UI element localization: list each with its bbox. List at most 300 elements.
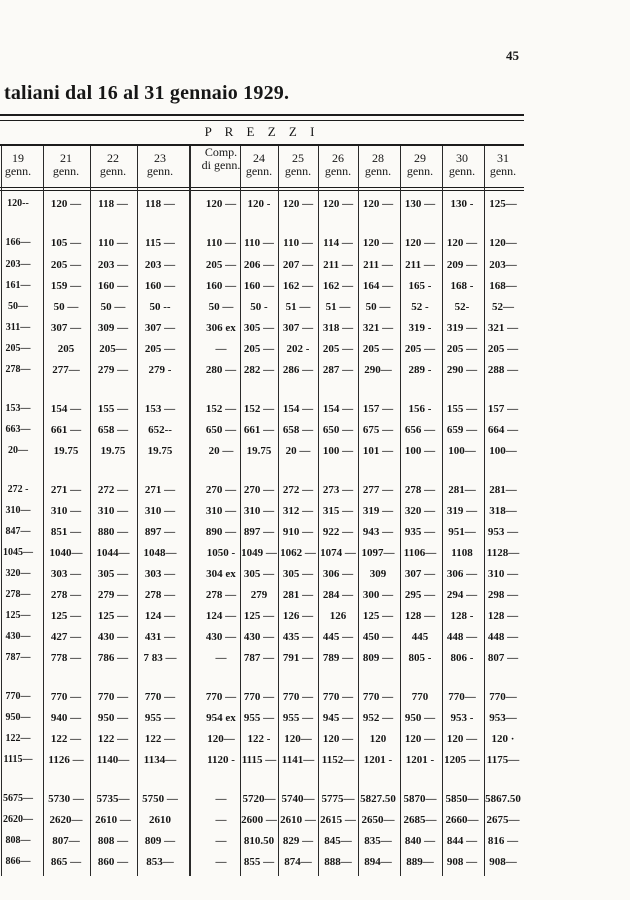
column-header bbox=[358, 152, 398, 178]
column-header-day: 19 bbox=[12, 151, 24, 165]
table-cell: 2615 — bbox=[320, 814, 356, 826]
table-cell: 305 — bbox=[97, 568, 129, 580]
table-cell: 166— bbox=[5, 237, 31, 248]
table-cell: 290 — bbox=[446, 364, 478, 376]
table-cell: 110 — bbox=[244, 237, 274, 249]
table-cell: 110 — bbox=[98, 237, 128, 249]
table-cell: 650 — bbox=[205, 424, 237, 436]
table-cell: 120 — bbox=[362, 237, 394, 249]
table-cell: 770 — bbox=[205, 691, 237, 703]
table-cell: 205 bbox=[57, 343, 75, 355]
table-cell: 5827.50 bbox=[360, 793, 396, 805]
table-cell: 431 — bbox=[144, 631, 176, 643]
table-cell: 321 — bbox=[362, 322, 394, 334]
table-cell: 770 — bbox=[243, 691, 275, 703]
table-cell: 278— bbox=[5, 589, 31, 600]
table-cell: 120 — bbox=[404, 733, 436, 745]
table-cell: 310 — bbox=[50, 505, 82, 517]
table-cell: 100— bbox=[448, 445, 476, 457]
table-cell: 787 — bbox=[243, 652, 275, 664]
table-cell: 786 — bbox=[97, 652, 129, 664]
table-cell: 955 — bbox=[243, 712, 275, 724]
table-cell: 950— bbox=[5, 712, 31, 723]
table-cell: 205 — bbox=[205, 259, 237, 271]
table-cell: 125 — bbox=[362, 610, 394, 622]
column-header-day: 23 bbox=[154, 151, 166, 165]
table-cell: 5675— bbox=[3, 793, 33, 804]
table-cell: 50 — bbox=[100, 301, 126, 313]
table-cell: 787— bbox=[5, 652, 31, 663]
table-cell: 851 — bbox=[50, 526, 82, 538]
table-cell: 294 — bbox=[446, 589, 478, 601]
table-cell: 809 — bbox=[144, 835, 176, 847]
table-cell: 19.75 bbox=[246, 445, 272, 457]
table-cell: 290— bbox=[364, 364, 392, 376]
table-cell: 128 - bbox=[450, 610, 474, 622]
column-header bbox=[42, 152, 90, 178]
table-cell: 955 — bbox=[144, 712, 176, 724]
table-cell: 844 — bbox=[446, 835, 478, 847]
table-cell: 51 — bbox=[285, 301, 311, 313]
table-cell: 663— bbox=[5, 424, 31, 435]
table-cell: 205— bbox=[5, 343, 31, 354]
table-cell: 894— bbox=[364, 856, 392, 868]
table-cell: 120 — bbox=[50, 198, 82, 210]
table-cell: 19.75 bbox=[53, 445, 79, 457]
table-cell: 2610 — bbox=[95, 814, 131, 826]
table-cell: 125 — bbox=[97, 610, 129, 622]
table-cell: 307 — bbox=[50, 322, 82, 334]
table-cell: 319 — bbox=[362, 505, 394, 517]
table-cell: 205— bbox=[99, 343, 127, 355]
table-cell: 1106— bbox=[403, 547, 437, 559]
table-cell: 945 — bbox=[322, 712, 354, 724]
table-cell: 1040— bbox=[49, 547, 83, 559]
table-cell: 289 - bbox=[408, 364, 432, 376]
table-cell: 865 — bbox=[50, 856, 82, 868]
table-cell: 880 — bbox=[97, 526, 129, 538]
table-cell: 853— bbox=[146, 856, 174, 868]
table-cell: 816 — bbox=[487, 835, 519, 847]
table-cell: 157 — bbox=[487, 403, 519, 415]
column-header-label: genn. bbox=[406, 164, 434, 178]
table-cell: 122 — bbox=[50, 733, 82, 745]
table-cell: 153— bbox=[5, 403, 31, 414]
table-cell: 664 — bbox=[487, 424, 519, 436]
table-cell: 124 — bbox=[205, 610, 237, 622]
rule-divider bbox=[0, 190, 524, 191]
table-cell: 306 — bbox=[322, 568, 354, 580]
table-cell: 282 — bbox=[243, 364, 275, 376]
table-cell: 100 — bbox=[322, 445, 354, 457]
column-header-label: genn. bbox=[364, 164, 392, 178]
table-cell: 162 — bbox=[322, 280, 354, 292]
table-cell: 120— bbox=[284, 733, 312, 745]
table-cell: 271 — bbox=[144, 484, 176, 496]
table-cell: 202 - bbox=[286, 343, 310, 355]
table-cell: 154 — bbox=[322, 403, 354, 415]
table-cell: 1140— bbox=[96, 754, 130, 766]
table-cell: 1126 — bbox=[48, 754, 84, 766]
table-cell: 890 — bbox=[205, 526, 237, 538]
table-cell: 430 — bbox=[243, 631, 275, 643]
table-cell: 2600 — bbox=[241, 814, 277, 826]
table-cell: 319 — bbox=[446, 505, 478, 517]
table-cell: 205 — bbox=[50, 259, 82, 271]
table-cell: 19.75 bbox=[147, 445, 173, 457]
table-cell: 100— bbox=[489, 445, 517, 457]
table-cell: 203— bbox=[489, 259, 517, 271]
table-cell: 5730 — bbox=[48, 793, 84, 805]
table-cell: 50 — bbox=[53, 301, 79, 313]
table-cell: 165 - bbox=[408, 280, 432, 292]
table-cell: 950 — bbox=[404, 712, 436, 724]
column-header-day: 28 bbox=[372, 151, 384, 165]
table-cell: 770— bbox=[448, 691, 476, 703]
column-header-label: genn. bbox=[146, 164, 174, 178]
table-cell: 52— bbox=[492, 301, 514, 313]
table-cell: 152 — bbox=[243, 403, 275, 415]
column-header bbox=[279, 152, 317, 178]
table-cell: 50 — bbox=[365, 301, 391, 313]
table-cell: 7 83 — bbox=[143, 652, 177, 664]
column-header-label: genn. bbox=[324, 164, 352, 178]
table-cell: 1050 - bbox=[206, 547, 236, 559]
table-cell: 2620— bbox=[3, 814, 33, 825]
table-cell: 122— bbox=[5, 733, 31, 744]
table-cell: 770 — bbox=[144, 691, 176, 703]
column-header-day: 31 bbox=[497, 151, 509, 165]
table-cell: 126 — bbox=[282, 610, 314, 622]
table-cell: 661 — bbox=[243, 424, 275, 436]
table-cell: 115 — bbox=[145, 237, 175, 249]
table-cell: 897 — bbox=[144, 526, 176, 538]
table-cell: 277 — bbox=[362, 484, 394, 496]
table-cell: 940 — bbox=[50, 712, 82, 724]
table-cell: 1115— bbox=[3, 754, 33, 765]
table-cell: 306 ex bbox=[206, 322, 236, 334]
table-cell: 1201 - bbox=[405, 754, 435, 766]
table-cell: — bbox=[215, 856, 227, 868]
table-cell: 52 - bbox=[411, 301, 429, 313]
table-cell: 118 — bbox=[145, 198, 175, 210]
table-cell: 211 — bbox=[405, 259, 435, 271]
table-cell: 154 — bbox=[282, 403, 314, 415]
table-cell: 155 — bbox=[97, 403, 129, 415]
table-cell: 124 — bbox=[144, 610, 176, 622]
table-cell: 307 — bbox=[404, 568, 436, 580]
table-cell: 125— bbox=[5, 610, 31, 621]
table-cell: 278 — bbox=[144, 589, 176, 601]
table-cell: 157 — bbox=[362, 403, 394, 415]
table-cell: 270 — bbox=[243, 484, 275, 496]
table-cell: 806 - bbox=[450, 652, 474, 664]
table-cell: 770 bbox=[411, 691, 429, 703]
table-cell: 300 — bbox=[362, 589, 394, 601]
table-cell: 120 - bbox=[247, 198, 271, 210]
table-cell: 305 — bbox=[282, 568, 314, 580]
table-cell: 161— bbox=[5, 280, 31, 291]
table-cell: 271 — bbox=[50, 484, 82, 496]
table-cell: 287 — bbox=[322, 364, 354, 376]
column-header bbox=[318, 152, 358, 178]
table-cell: 770 — bbox=[362, 691, 394, 703]
column-header-day: 29 bbox=[414, 151, 426, 165]
table-cell: 5867.50 bbox=[485, 793, 521, 805]
table-cell: 847— bbox=[5, 526, 31, 537]
table-cell: 307 — bbox=[144, 322, 176, 334]
table-cell: 272 — bbox=[282, 484, 314, 496]
table-cell: 5850— bbox=[445, 793, 479, 805]
table-cell: 845— bbox=[324, 835, 352, 847]
table-cell: — bbox=[215, 652, 227, 664]
table-cell: 309 — bbox=[97, 322, 129, 334]
table-cell: 120 — bbox=[282, 198, 314, 210]
rule-divider bbox=[0, 120, 524, 121]
table-cell: 430 — bbox=[205, 631, 237, 643]
table-cell: 305 — bbox=[243, 322, 275, 334]
column-header bbox=[483, 152, 523, 178]
table-cell: 120 — bbox=[446, 733, 478, 745]
table-cell: 154 — bbox=[50, 403, 82, 415]
table-cell: 205 — bbox=[362, 343, 394, 355]
table-cell: 159 — bbox=[50, 280, 82, 292]
table-cell: 205 — bbox=[404, 343, 436, 355]
table-cell: 650 — bbox=[322, 424, 354, 436]
column-header-label: genn. bbox=[489, 164, 517, 178]
table-cell: 105 — bbox=[50, 237, 82, 249]
table-cell: 770— bbox=[5, 691, 31, 702]
table-cell: 120 bbox=[369, 733, 387, 745]
table-cell: 203 — bbox=[144, 259, 176, 271]
table-cell: 279 - bbox=[148, 364, 172, 376]
table-cell: 770 — bbox=[50, 691, 82, 703]
table-cell: 19.75 bbox=[100, 445, 126, 457]
table-cell: 808— bbox=[5, 835, 31, 846]
page-title: taliani dal 16 al 31 gennaio 1929. bbox=[4, 82, 290, 104]
table-cell: 168 - bbox=[450, 280, 474, 292]
table-cell: 310 — bbox=[97, 505, 129, 517]
table-cell: 1062 — bbox=[280, 547, 316, 559]
table-cell: 778 — bbox=[50, 652, 82, 664]
table-cell: 910 — bbox=[282, 526, 314, 538]
column-header-day: 24 bbox=[253, 151, 265, 165]
table-cell: 1205 — bbox=[444, 754, 480, 766]
table-cell: 152 — bbox=[205, 403, 237, 415]
table-cell: 810.50 bbox=[243, 835, 275, 847]
table-cell: 120— bbox=[207, 733, 235, 745]
table-cell: 5735— bbox=[96, 793, 130, 805]
table-cell: 829 — bbox=[282, 835, 314, 847]
table-cell: 770 — bbox=[282, 691, 314, 703]
table-cell: 310 — bbox=[205, 505, 237, 517]
table-cell: 2610 bbox=[149, 814, 171, 826]
table-cell: 1048— bbox=[143, 547, 177, 559]
table-cell: 908— bbox=[489, 856, 517, 868]
table-cell: 1152— bbox=[321, 754, 355, 766]
table-cell: 427 — bbox=[50, 631, 82, 643]
table-cell: — bbox=[215, 835, 227, 847]
table-cell: 303 — bbox=[50, 568, 82, 580]
table-cell: 1045— bbox=[3, 547, 33, 558]
table-cell: 125— bbox=[489, 198, 517, 210]
table-cell: 101 — bbox=[362, 445, 394, 457]
table-cell: 935 — bbox=[404, 526, 436, 538]
table-cell: 272 - bbox=[7, 484, 29, 495]
table-cell: 319 — bbox=[446, 322, 478, 334]
table-cell: 160 — bbox=[97, 280, 129, 292]
table-cell: 675 — bbox=[362, 424, 394, 436]
table-cell: 658 — bbox=[97, 424, 129, 436]
table-cell: 153 — bbox=[144, 403, 176, 415]
column-header-day: 21 bbox=[60, 151, 72, 165]
table-cell: 279 — bbox=[97, 589, 129, 601]
table-cell: 162 — bbox=[282, 280, 314, 292]
table-cell: 1115 — bbox=[241, 754, 277, 766]
table-cell: 1175— bbox=[486, 754, 520, 766]
table-cell: 278 — bbox=[404, 484, 436, 496]
table-cell: 658 — bbox=[282, 424, 314, 436]
table-cell: 206 — bbox=[243, 259, 275, 271]
table-cell: 320— bbox=[5, 568, 31, 579]
table-cell: 309 bbox=[369, 568, 387, 580]
table-cell: 288 — bbox=[487, 364, 519, 376]
table-cell: 156 - bbox=[408, 403, 432, 415]
table-cell: 955 — bbox=[282, 712, 314, 724]
table-cell: 320 — bbox=[404, 505, 436, 517]
table-cell: 52- bbox=[454, 301, 470, 313]
table-cell: 874— bbox=[284, 856, 312, 868]
table-cell: 943 — bbox=[362, 526, 394, 538]
table-cell: 1044— bbox=[96, 547, 130, 559]
table-cell: 306 — bbox=[446, 568, 478, 580]
table-cell: 1141— bbox=[281, 754, 315, 766]
table-cell: 114 — bbox=[323, 237, 353, 249]
table-cell: 1074 — bbox=[320, 547, 356, 559]
table-cell: 5720— bbox=[242, 793, 276, 805]
table-cell: 310 — bbox=[243, 505, 275, 517]
table-cell: 888— bbox=[324, 856, 352, 868]
column-header bbox=[0, 152, 36, 178]
table-cell: 205 — bbox=[322, 343, 354, 355]
table-cell: 120 — bbox=[322, 733, 354, 745]
column-header-label: di genn. bbox=[201, 158, 241, 172]
table-cell: 278 — bbox=[50, 589, 82, 601]
table-cell: 808 — bbox=[97, 835, 129, 847]
table-cell: 2660— bbox=[445, 814, 479, 826]
table-cell: 448 — bbox=[446, 631, 478, 643]
rule-divider bbox=[0, 114, 524, 116]
table-cell: 122 - bbox=[247, 733, 271, 745]
table-cell: 50 -- bbox=[149, 301, 171, 313]
table-cell: 279 — bbox=[97, 364, 129, 376]
table-cell: 205 — bbox=[243, 343, 275, 355]
column-header-day: 30 bbox=[456, 151, 468, 165]
table-cell: 866— bbox=[5, 856, 31, 867]
column-header-label: genn. bbox=[99, 164, 127, 178]
table-cell: 120 — bbox=[322, 198, 354, 210]
table-cell: 160 — bbox=[144, 280, 176, 292]
table-cell: — bbox=[215, 814, 227, 826]
table-cell: 652-- bbox=[148, 424, 172, 436]
table-cell: 5775— bbox=[321, 793, 355, 805]
column-header-label: genn. bbox=[245, 164, 273, 178]
table-cell: 203— bbox=[5, 259, 31, 270]
table-cell: 310 — bbox=[487, 568, 519, 580]
table-cell: 205 — bbox=[446, 343, 478, 355]
table-cell: 295 — bbox=[404, 589, 436, 601]
table-cell: 1128— bbox=[486, 547, 520, 559]
table-cell: 855 — bbox=[243, 856, 275, 868]
table-cell: 1201 - bbox=[363, 754, 393, 766]
table-cell: 277— bbox=[52, 364, 80, 376]
table-cell: 311— bbox=[5, 322, 31, 333]
table-cell: 209 — bbox=[446, 259, 478, 271]
table-cell: 770 — bbox=[322, 691, 354, 703]
table-cell: 304 ex bbox=[206, 568, 236, 580]
table-cell: 128 — bbox=[487, 610, 519, 622]
table-cell: 51 — bbox=[325, 301, 351, 313]
table-cell: 160 — bbox=[243, 280, 275, 292]
table-cell: 1120 - bbox=[207, 754, 235, 766]
table-cell: 281— bbox=[489, 484, 517, 496]
table-cell: 205 — bbox=[144, 343, 176, 355]
table-cell: 445 bbox=[411, 631, 429, 643]
table-cell: 272 — bbox=[97, 484, 129, 496]
table-cell: 2650— bbox=[361, 814, 395, 826]
table-cell: 312 — bbox=[282, 505, 314, 517]
table-cell: 211 — bbox=[363, 259, 393, 271]
table-cell: 318 — bbox=[322, 322, 354, 334]
table-cell: 281— bbox=[448, 484, 476, 496]
table-cell: 1097— bbox=[361, 547, 395, 559]
table-cell: 279 bbox=[250, 589, 268, 601]
table-cell: 430 — bbox=[97, 631, 129, 643]
table-cell: 100 — bbox=[404, 445, 436, 457]
table-cell: 807 — bbox=[487, 652, 519, 664]
table-cell: 120-- bbox=[7, 198, 29, 209]
table-cell: 50 - bbox=[250, 301, 268, 313]
table-cell: 908 — bbox=[446, 856, 478, 868]
table-cell: 203 — bbox=[97, 259, 129, 271]
table-cell: 952 — bbox=[362, 712, 394, 724]
table-cell: 5870— bbox=[403, 793, 437, 805]
table-cell: 303 — bbox=[144, 568, 176, 580]
table-cell: 305 — bbox=[243, 568, 275, 580]
table-cell: 155 — bbox=[446, 403, 478, 415]
table-cell: — bbox=[215, 793, 227, 805]
column-header-day: Comp. bbox=[204, 145, 238, 159]
table-cell: 130 - bbox=[450, 198, 474, 210]
column-header-label: genn. bbox=[284, 164, 312, 178]
table-cell: 280 — bbox=[205, 364, 237, 376]
column-header-day: 26 bbox=[332, 151, 344, 165]
table-cell: 118 — bbox=[98, 198, 128, 210]
table-cell: 659 — bbox=[446, 424, 478, 436]
table-cell: 805 - bbox=[408, 652, 432, 664]
table-cell: 310— bbox=[5, 505, 31, 516]
table-cell: 321 — bbox=[487, 322, 519, 334]
column-header-label: genn. bbox=[52, 164, 80, 178]
table-cell: 430— bbox=[5, 631, 31, 642]
table-cell: 126 bbox=[329, 610, 347, 622]
table-cell: 791 — bbox=[282, 652, 314, 664]
table-cell: 953— bbox=[489, 712, 517, 724]
table-cell: 318— bbox=[489, 505, 517, 517]
table-cell: 450 — bbox=[362, 631, 394, 643]
table-cell: 281 — bbox=[282, 589, 314, 601]
column-header-label: genn. bbox=[4, 164, 32, 178]
